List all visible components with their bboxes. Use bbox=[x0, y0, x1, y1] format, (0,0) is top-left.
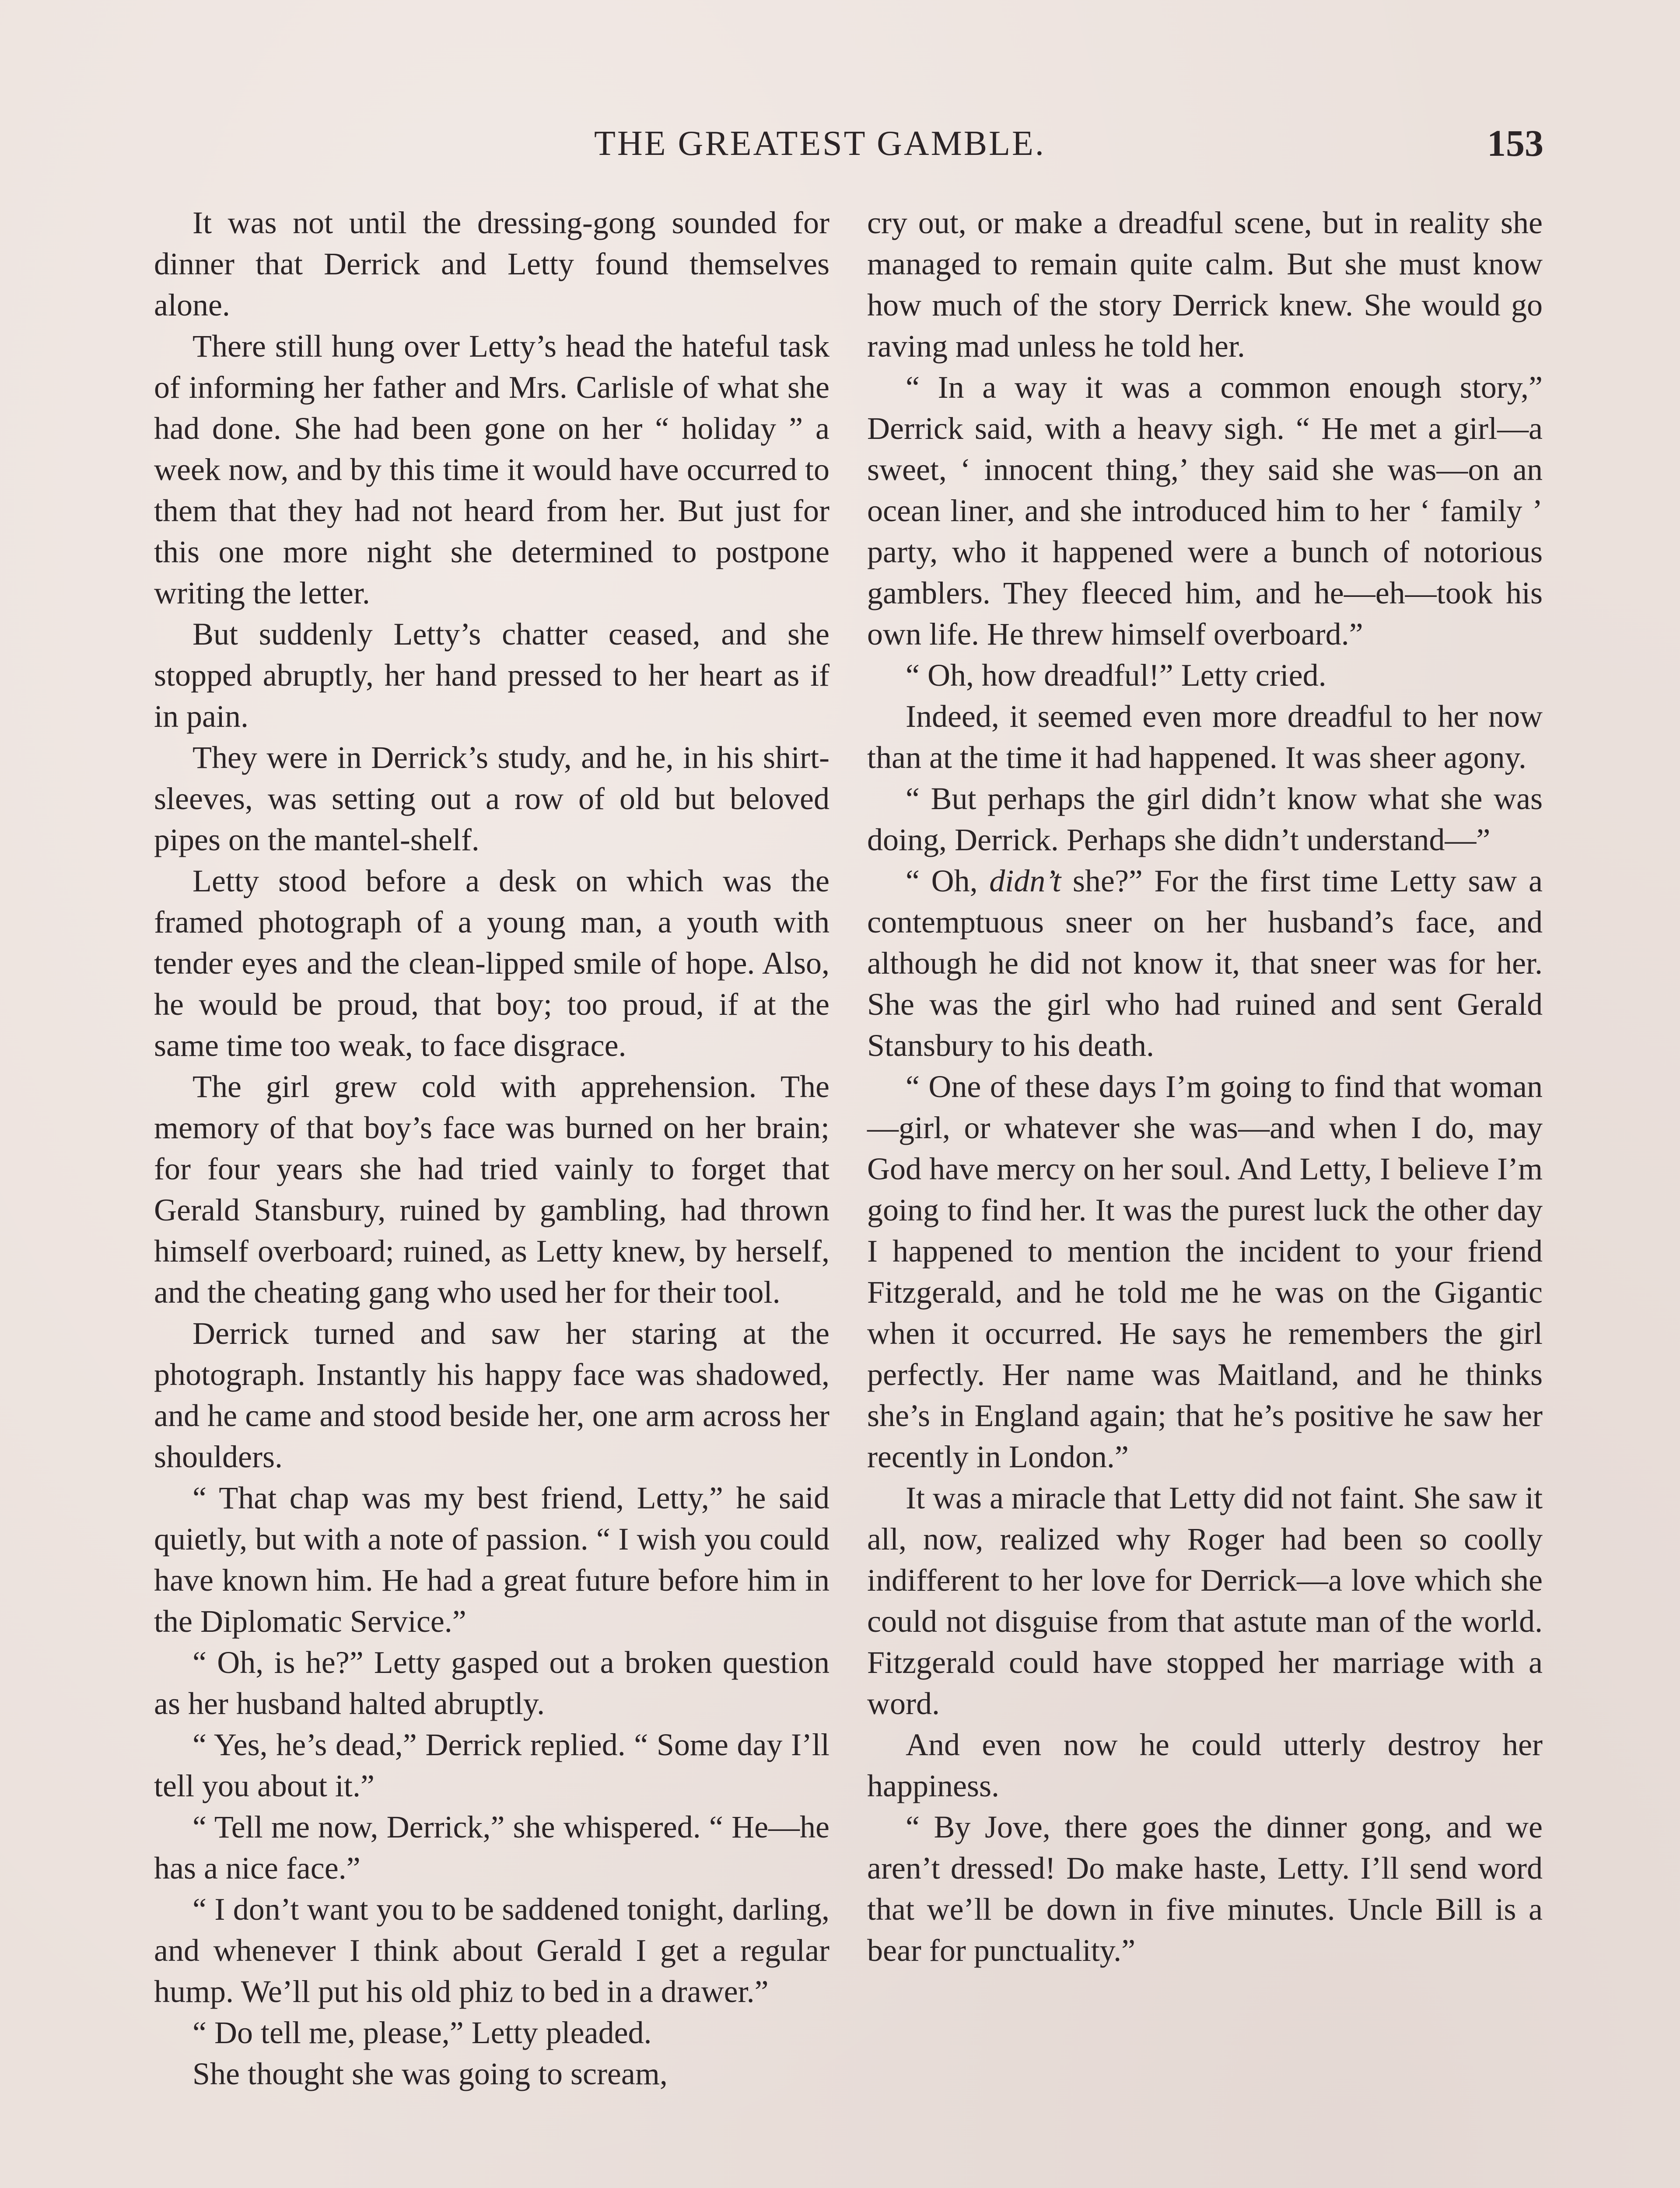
paragraph: “ Do tell me, please,” Letty pleaded. bbox=[192, 2015, 652, 2050]
left-column bbox=[154, 202, 830, 2188]
paragraph: “ I don’t want you to be saddened tonight, darling, and whenever I think about Gerald I get a regular hump. We’ll put his old phiz to bed in a drawer.” bbox=[154, 1892, 830, 2009]
paragraph: “ But perhaps the girl didn’t know what she was doing, Derrick. Perhaps she didn’t understand—” bbox=[867, 781, 1543, 857]
paragraph: “ In a way it was a common enough story,” Derrick said, with a heavy sigh. “ He met a girl—a sweet, ‘ innocent thing,’ they said she was—on an ocean liner, and she introduced him to her ‘ family ’ party, who it happened were a bunch of notorious gamblers. They fleeced him, and he—eh—took his own life. He threw himself overboard.” bbox=[867, 370, 1543, 652]
paragraph: “ Oh, how dreadful!” Letty cried. bbox=[906, 658, 1326, 693]
page-number: 153 bbox=[1487, 122, 1544, 164]
continued-paragraph: cry out, or make a dreadful scene, but in reality she managed to remain quite calm. But she must know how much of the story Derrick knew. She would go raving mad unless he told her. bbox=[867, 205, 1543, 364]
paragraph: Indeed, it seemed even more dreadful to her now than at the time it had happened. It was sheer agony. bbox=[867, 699, 1543, 775]
right-column bbox=[867, 202, 1543, 2188]
paragraph: “ One of these days I’m going to find that woman—girl, or whatever she was—and when I do, may God have mercy on her soul. And Letty, I believe I’m going to find her. It was the purest luck the other day I happened to mention the incident to your friend Fitzgerald, and he told me he was on the Gigantic when it occurred. He says he remembers the girl perfectly. Her name was Maitland, and he thinks she’s in England again; that he’s positive he saw her recently in London.” bbox=[867, 1069, 1543, 1474]
text-run: she?” For the first time Letty saw a contemptuous sneer on her husband’s face, and although he did not know it, that sneer was for her. She was the girl who had ruined and sent Gerald Stansbury to his death. bbox=[867, 863, 1543, 1063]
paragraph: “ That chap was my best friend, Letty,” he said quietly, but with a note of passion. “ I wish you could have known him. He had a great future before him in the Diplomatic Service.” bbox=[154, 1480, 830, 1639]
paragraph: There still hung over Letty’s head the hateful task of informing her father and Mrs. Carlisle of what she had done. She had been gone on her “ holiday ” a week now, and by this time it would have occurred to them that they had not heard from her. But just for this one more night she determined to postpone writing the letter. bbox=[154, 329, 830, 610]
paragraph: Derrick turned and saw her staring at the photograph. Instantly his happy face was shadowed, and he came and stood beside her, one arm across her shoulders. bbox=[154, 1316, 830, 1474]
emphasized-word: didn’t bbox=[989, 863, 1061, 898]
paragraph-with-emphasis bbox=[867, 860, 1543, 1066]
paragraph: The girl grew cold with apprehension. The memory of that boy’s face was burned on her brain; for four years she had tried vainly to forget that Gerald Stansbury, ruined by gambling, had thrown himself overboard; ruined, as Letty knew, by herself, and the cheating gang who used her for their tool. bbox=[154, 1069, 830, 1310]
paragraph: “ Tell me now, Derrick,” she whispered. “ He—he has a nice face.” bbox=[154, 1809, 830, 1886]
paragraph: She thought she was going to scream, bbox=[192, 2056, 668, 2091]
text-run: “ Oh, bbox=[906, 863, 990, 898]
paragraph: “ Yes, he’s dead,” Derrick replied. “ Some day I’ll tell you about it.” bbox=[154, 1727, 830, 1803]
paragraph: It was not until the dressing-gong sounded for dinner that Derrick and Letty found themselves alone. bbox=[154, 205, 830, 323]
paragraph: “ By Jove, there goes the dinner gong, and we aren’t dressed! Do make haste, Letty. I’ll send word that we’ll be down in five minutes. Uncle Bill is a bear for punctuality.” bbox=[867, 1809, 1543, 1968]
paragraph: They were in Derrick’s study, and he, in his shirt-sleeves, was setting out a row of old but beloved pipes on the mantel-shelf. bbox=[154, 740, 830, 857]
paragraph: It was a miracle that Letty did not faint. She saw it all, now, realized why Roger had been so coolly indifferent to her love for Derrick—a love which she could not disguise from that astute man of the world. Fitzgerald could have stopped her marriage with a word. bbox=[867, 1480, 1543, 1721]
paragraph: And even now he could utterly destroy her happiness. bbox=[867, 1727, 1543, 1803]
running-title: THE GREATEST GAMBLE. bbox=[594, 124, 1046, 163]
paragraph: “ Oh, is he?” Letty gasped out a broken question as her husband halted abruptly. bbox=[154, 1645, 830, 1721]
page-header bbox=[594, 124, 1544, 172]
paragraph: But suddenly Letty’s chatter ceased, and she stopped abruptly, her hand pressed to her heart as if in pain. bbox=[154, 617, 830, 734]
paragraph: Letty stood before a desk on which was the framed photograph of a young man, a youth with tender eyes and the clean-lipped smile of hope. Also, he would be proud, that boy; too proud, if at the same time too weak, to face disgrace. bbox=[154, 863, 830, 1063]
